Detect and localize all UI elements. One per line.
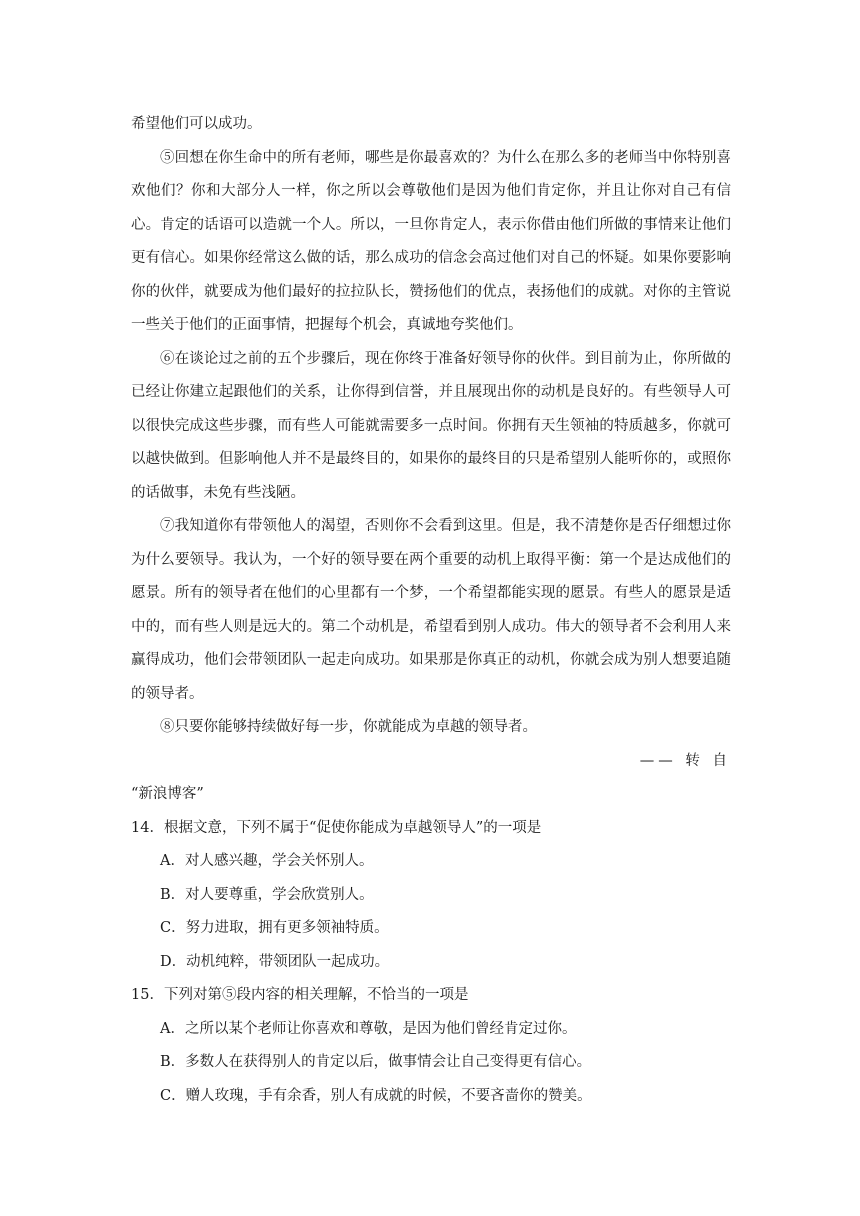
paragraph-5: ⑤回想在你生命中的所有老师，哪些是你最喜欢的？为什么在那么多的老师当中你特别喜欢他们？你和大部分人一样，你之所以会尊敬他们是因为他们肯定你，并且让你对自己有信心。肯定的话语可以造就一个人。所以，一旦你肯定人，表示你借由他们所做的事情来让他们更有信心。如果你经常这么做的话，那么成功的信念会高过他们对自己的怀疑。如果你要影响你的伙伴，就要成为他们最好的拉拉队长，赞扬他们的优点，表扬他们的成就。对你的主管说一些关于他们的正面事情，把握每个机会，真诚地夸奖他们。 [131,149,731,333]
question-option: A．对人感兴趣，学会关怀别人。 [160,853,374,869]
paragraph-6: ⑥在谈论过之前的五个步骤后，现在你终于准备好领导你的伙伴。到目前为止，你所做的已经让你建立起跟他们的关系，让你得到信誉，并且展现出你的动机是良好的。有些领导人可以很快完成这些步骤，而有些人可能就需要多一点时间。你拥有天生领袖的特质越多，你就可以越快做到。但影响他人并不是最终目的，如果你的最终目的只是希望别人能听你的，或照你的话做事，未免有些浅陋。 [131,350,731,501]
document-page [131,108,731,1113]
question-option: C．努力进取，拥有更多领袖特质。 [160,920,389,936]
source-attribution-dash: —— 转 自 [639,752,731,769]
question-option: A．之所以某个老师让你喜欢和尊敬，是因为他们曾经肯定过你。 [160,1020,577,1037]
question-option: B．多数人在获得别人的肯定以后，做事情会让自己变得更有信心。 [160,1054,592,1070]
paragraph-continuation: 希望他们可以成功。 [131,116,262,132]
paragraph-7: ⑦我知道你有带领他人的渴望，否则你不会看到这里。但是，我不清楚你是否仔细想过你为什么要领导。我认为，一个好的领导要在两个重要的动机上取得平衡：第一个是达成他们的愿景。所有的领导者在他们的心里都有一个梦，一个希望都能实现的愿景。有些人的愿景是适中的，而有些人则是远大的。第二个动机是，希望看到别人成功。伟大的领导者不会利用人来赢得成功，他们会带领团队一起走向成功。如果那是你真正的动机，你就会成为别人想要追随的领导者。 [131,518,731,702]
question-option: C．赠人玫瑰，手有余香，别人有成就的时候，不要吝啬你的赞美。 [160,1087,592,1104]
question-14 [131,812,731,980]
question-stem: 14．根据文意，下列不属于“促使你能成为卓越领导人”的一项是 [131,819,542,836]
paragraph-8: ⑧只要你能够持续做好每一步，你就能成为卓越的领导者。 [160,719,537,735]
source-attribution-name: “新浪博客” [131,786,204,802]
question-stem: 15．下列对第⑤段内容的相关理解，不恰当的一项是 [131,987,469,1003]
question-option: B．对人要尊重，学会欣赏别人。 [160,886,374,903]
question-option: D．动机纯粹，带领团队一起成功。 [160,953,390,970]
question-15 [131,979,731,1113]
